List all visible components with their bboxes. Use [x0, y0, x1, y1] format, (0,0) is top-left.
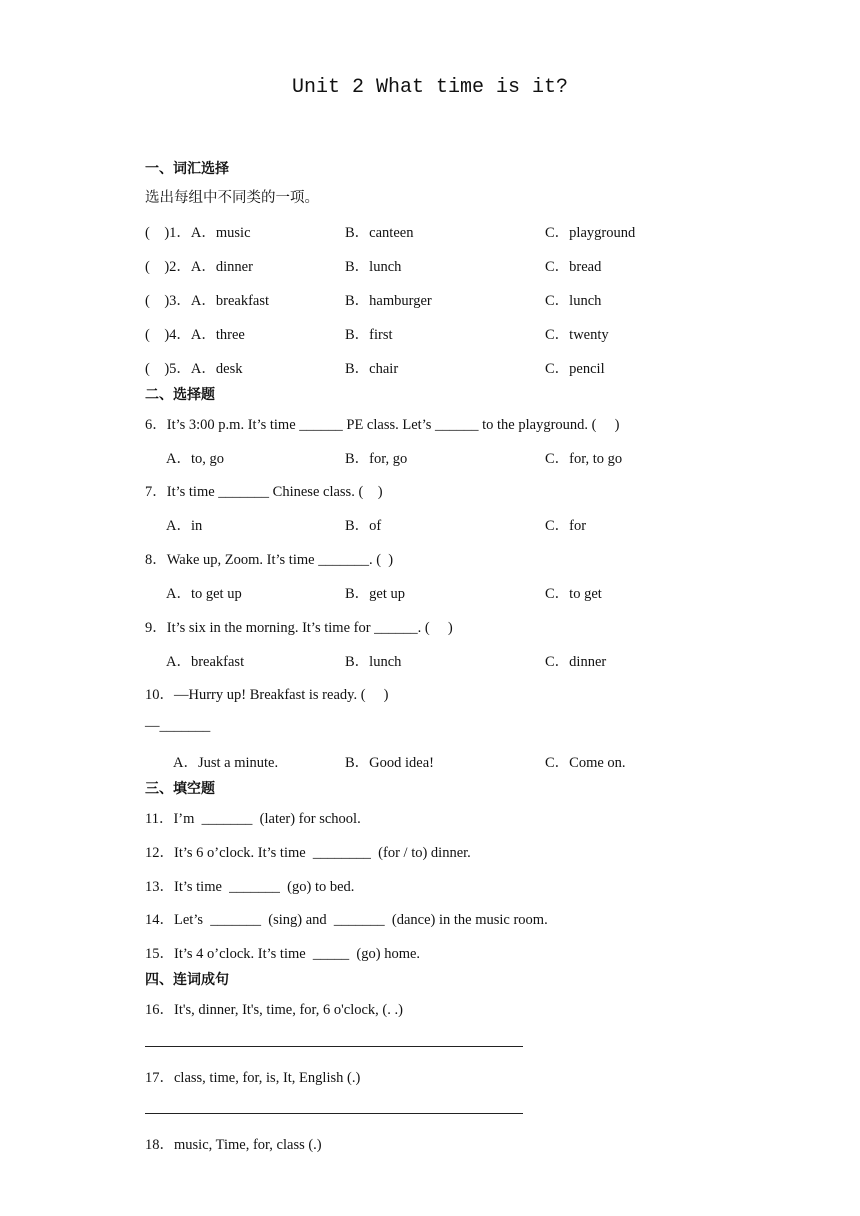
option-c: C．lunch [545, 293, 602, 309]
question-prefix: ( )3．A．breakfast [145, 293, 270, 309]
option-c: C．twenty [545, 327, 609, 343]
page-title: Unit 2 What time is it? [291, 76, 569, 99]
mc-options [145, 447, 745, 467]
mc-options [145, 650, 745, 670]
option-c: C．Come on. [545, 755, 626, 771]
option-a: A．in [166, 518, 203, 534]
option-b: B．for, go [345, 451, 408, 467]
option-b: B．chair [345, 361, 399, 377]
mc-options [145, 514, 745, 534]
section-heading-multiple-choice: 二、选择题 [145, 387, 215, 403]
fill-question: 12．It’s 6 o’clock. It’s time ________ (for / to) dinner. [145, 845, 471, 861]
option-a: A．breakfast [166, 654, 245, 670]
vocab-question [145, 221, 745, 241]
fill-question: 13．It’s time _______ (go) to bed. [145, 879, 355, 895]
section-instruction: 选出每组中不同类的一项。 [145, 190, 319, 206]
option-b: B．canteen [345, 225, 414, 241]
option-c: C．pencil [545, 361, 605, 377]
section-heading-fill-in: 三、填空题 [145, 781, 215, 797]
option-b: B．first [345, 327, 393, 343]
vocab-question [145, 323, 745, 343]
fill-question: 11．I’m _______ (later) for school. [145, 811, 361, 827]
fill-question: 14．Let’s _______ (sing) and _______ (dance) in the music room. [145, 912, 548, 928]
question-prefix: ( )1．A．music [145, 225, 251, 241]
option-b: B．lunch [345, 259, 402, 275]
vocab-question [145, 289, 745, 309]
mc-question: 8．Wake up, Zoom. It’s time _______. ( ) [145, 552, 394, 568]
option-c: C．bread [545, 259, 602, 275]
mc-question: 10．—Hurry up! Breakfast is ready. ( ) [145, 687, 389, 703]
option-c: C．for, to go [545, 451, 623, 467]
vocab-question [145, 357, 745, 377]
fill-question: 15．It’s 4 o’clock. It’s time _____ (go) home. [145, 946, 421, 962]
section-heading-sentence-order: 四、连词成句 [145, 972, 229, 988]
option-b: B．hamburger [345, 293, 432, 309]
option-a: A．to get up [166, 586, 242, 602]
mc-reply-blank: —_______ [145, 718, 211, 734]
mc-options [145, 582, 745, 602]
mc-question: 6．It’s 3:00 p.m. It’s time ______ PE class. Let’s ______ to the playground. ( ) [145, 417, 620, 433]
option-a: A．to, go [166, 451, 224, 467]
order-question: 17．class, time, for, is, It, English (.) [145, 1070, 361, 1086]
order-question: 16．It's, dinner, It's, time, for, 6 o'clock, (. .) [145, 1002, 403, 1018]
question-prefix: ( )5．A．desk [145, 361, 243, 377]
option-b: B．of [345, 518, 382, 534]
question-prefix: ( )4．A．three [145, 327, 245, 343]
option-b: B．get up [345, 586, 406, 602]
answer-line [145, 1113, 523, 1114]
question-prefix: ( )2．A．dinner [145, 259, 253, 275]
mc-question: 7．It’s time _______ Chinese class. ( ) [145, 484, 383, 500]
answer-line [145, 1046, 523, 1047]
option-b: B．Good idea! [345, 755, 434, 771]
option-c: C．playground [545, 225, 636, 241]
option-c: C．for [545, 518, 587, 534]
option-a: A．Just a minute. [173, 755, 279, 771]
section-heading-vocabulary: 一、词汇选择 [145, 161, 229, 177]
option-b: B．lunch [345, 654, 402, 670]
mc-question: 9．It’s six in the morning. It’s time for ______. ( ) [145, 620, 453, 636]
option-c: C．dinner [545, 654, 607, 670]
mc-options [145, 751, 745, 771]
vocab-question [145, 255, 745, 275]
order-question: 18．music, Time, for, class (.) [145, 1137, 322, 1153]
option-c: C．to get [545, 586, 602, 602]
